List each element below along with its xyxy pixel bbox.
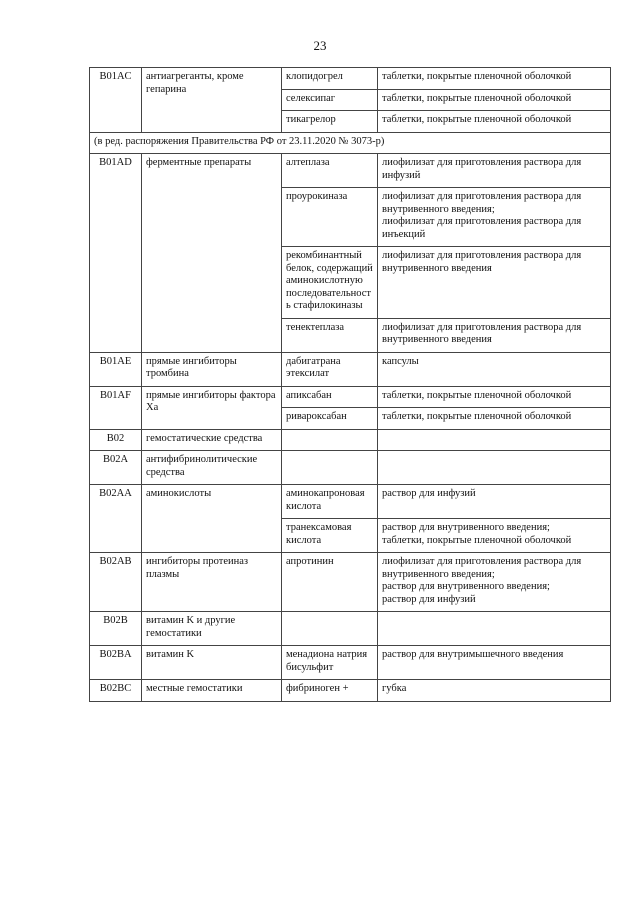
dosage-form-cell: таблетки, покрытые пленочной оболочкой bbox=[378, 68, 611, 90]
group-name-cell: ингибиторы протеиназ плазмы bbox=[142, 553, 282, 612]
atc-code-cell: B01AE bbox=[90, 352, 142, 386]
table-row bbox=[90, 154, 611, 188]
dosage-form-cell: раствор для инфузий bbox=[378, 485, 611, 519]
atc-code-cell: B01AD bbox=[90, 154, 142, 353]
atc-code-cell: B01AC bbox=[90, 68, 142, 133]
dosage-form-cell: лиофилизат для приготовления раствора для внутривенного введения bbox=[378, 318, 611, 352]
drug-name-cell: дабигатрана этексилат bbox=[282, 352, 378, 386]
dosage-form-cell: лиофилизат для приготовления раствора для внутривенного введения; лиофилизат для приготовления раствора для инъекций bbox=[378, 188, 611, 247]
dosage-form-cell: таблетки, покрытые пленочной оболочкой bbox=[378, 111, 611, 133]
atc-code-cell: B02AA bbox=[90, 485, 142, 553]
drug-name-cell bbox=[282, 429, 378, 451]
dosage-form-cell: лиофилизат для приготовления раствора для внутривенного введения bbox=[378, 247, 611, 319]
dosage-form-cell: раствор для внутривенного введения; таблетки, покрытые пленочной оболочкой bbox=[378, 519, 611, 553]
table-row bbox=[90, 352, 611, 386]
table-row bbox=[90, 429, 611, 451]
atc-code-cell: B01AF bbox=[90, 386, 142, 429]
dosage-form-cell: таблетки, покрытые пленочной оболочкой bbox=[378, 386, 611, 408]
drug-name-cell: апиксабан bbox=[282, 386, 378, 408]
medicines-table bbox=[89, 67, 611, 702]
atc-code-cell: B02BC bbox=[90, 680, 142, 702]
group-name-cell: витамин K bbox=[142, 646, 282, 680]
group-name-cell: аминокислоты bbox=[142, 485, 282, 553]
table-row bbox=[90, 612, 611, 646]
dosage-form-cell: таблетки, покрытые пленочной оболочкой bbox=[378, 89, 611, 111]
atc-code-cell: B02B bbox=[90, 612, 142, 646]
table-row bbox=[90, 451, 611, 485]
table-row bbox=[90, 68, 611, 90]
group-name-cell: прямые ингибиторы тромбина bbox=[142, 352, 282, 386]
group-name-cell: ферментные препараты bbox=[142, 154, 282, 353]
drug-name-cell: аминокапроновая кислота bbox=[282, 485, 378, 519]
page-number: 23 bbox=[313, 38, 327, 53]
atc-code-cell: B02 bbox=[90, 429, 142, 451]
dosage-form-cell: раствор для внутримышечного введения bbox=[378, 646, 611, 680]
table-row bbox=[90, 485, 611, 519]
dosage-form-cell: таблетки, покрытые пленочной оболочкой bbox=[378, 408, 611, 430]
dosage-form-cell bbox=[378, 612, 611, 646]
drug-name-cell: менадиона натрия бисульфит bbox=[282, 646, 378, 680]
group-name-cell: прямые ингибиторы фактора Xa bbox=[142, 386, 282, 429]
group-name-cell: антиагреганты, кроме гепарина bbox=[142, 68, 282, 133]
drug-name-cell: транексамовая кислота bbox=[282, 519, 378, 553]
dosage-form-cell: лиофилизат для приготовления раствора для внутривенного введения; раствор для внутривенного введения; раствор для инфузий bbox=[378, 553, 611, 612]
table-row bbox=[90, 386, 611, 408]
drug-name-cell: алтеплаза bbox=[282, 154, 378, 188]
drug-name-cell: проурокиназа bbox=[282, 188, 378, 247]
amendment-note: (в ред. распоряжения Правительства РФ от 23.11.2020 № 3073-р) bbox=[90, 132, 611, 154]
dosage-form-cell bbox=[378, 451, 611, 485]
table-row bbox=[90, 553, 611, 612]
drug-name-cell bbox=[282, 612, 378, 646]
drug-name-cell: тикагрелор bbox=[282, 111, 378, 133]
group-name-cell: местные гемостатики bbox=[142, 680, 282, 702]
drug-name-cell: тенектеплаза bbox=[282, 318, 378, 352]
group-name-cell: гемостатические средства bbox=[142, 429, 282, 451]
atc-code-cell: B02BA bbox=[90, 646, 142, 680]
table-row bbox=[90, 646, 611, 680]
dosage-form-cell: губка bbox=[378, 680, 611, 702]
drug-name-cell: рекомбинантный белок, содержащий аминокислотную последовательность стафилокиназы bbox=[282, 247, 378, 319]
dosage-form-cell bbox=[378, 429, 611, 451]
atc-code-cell: B02A bbox=[90, 451, 142, 485]
drug-name-cell: селексипаг bbox=[282, 89, 378, 111]
drug-name-cell bbox=[282, 451, 378, 485]
drug-name-cell: ривароксабан bbox=[282, 408, 378, 430]
drug-name-cell: апротинин bbox=[282, 553, 378, 612]
table-row bbox=[90, 132, 611, 154]
atc-code-cell: B02AB bbox=[90, 553, 142, 612]
dosage-form-cell: капсулы bbox=[378, 352, 611, 386]
drug-name-cell: фибриноген + bbox=[282, 680, 378, 702]
dosage-form-cell: лиофилизат для приготовления раствора для инфузий bbox=[378, 154, 611, 188]
drug-name-cell: клопидогрел bbox=[282, 68, 378, 90]
group-name-cell: витамин K и другие гемостатики bbox=[142, 612, 282, 646]
table-row bbox=[90, 680, 611, 702]
group-name-cell: антифибринолитические средства bbox=[142, 451, 282, 485]
